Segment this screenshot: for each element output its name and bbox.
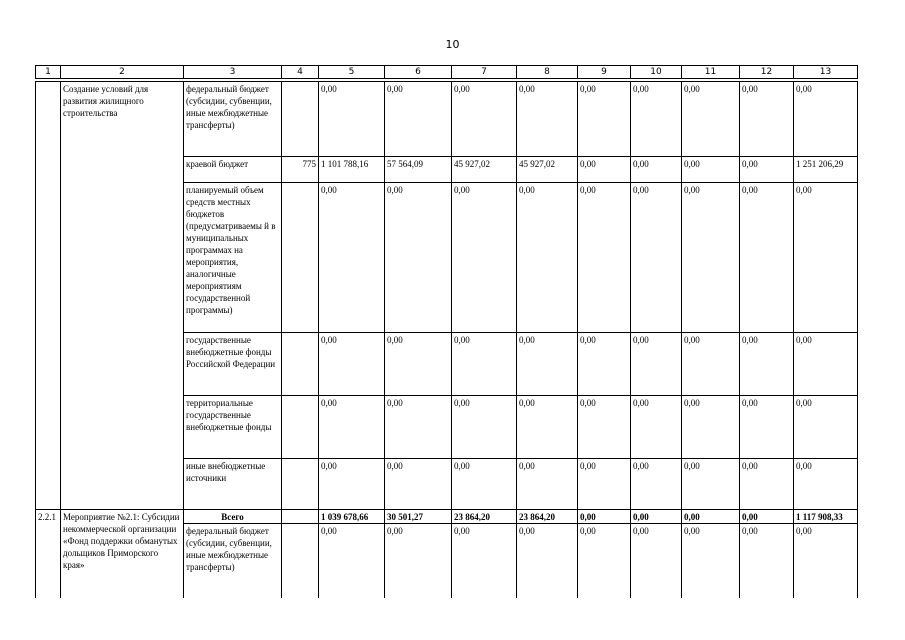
value-cell: 0,00 xyxy=(517,183,578,333)
value-cell: 0,00 xyxy=(452,396,517,459)
value-cell: 0,00 xyxy=(794,524,858,598)
value-cell: 0,00 xyxy=(452,82,517,157)
column-number-row xyxy=(36,66,858,79)
table-row xyxy=(36,510,858,524)
header-cell: 2 xyxy=(61,66,184,79)
code-cell xyxy=(282,333,319,396)
total-value-cell: 23 864,20 xyxy=(452,510,517,524)
value-cell: 57 564,09 xyxy=(385,157,452,183)
funding-source: планируемый объем средств местных бюджетов (предусматриваемы й в муниципальных программах на мероприятия, аналогичные мероприятиям государственной программы) xyxy=(184,183,282,333)
value-cell: 0,00 xyxy=(682,82,740,157)
value-cell: 0,00 xyxy=(740,396,794,459)
value-cell: 0,00 xyxy=(682,157,740,183)
code-cell xyxy=(282,459,319,510)
value-cell: 0,00 xyxy=(578,183,631,333)
value-cell: 0,00 xyxy=(319,396,385,459)
funding-source: федеральный бюджет (субсидии, субвенции, иные межбюджетные трансферты) xyxy=(184,82,282,157)
value-cell: 0,00 xyxy=(385,524,452,598)
funding-source: федеральный бюджет (субсидии, субвенции, иные межбюджетные трансферты) xyxy=(184,524,282,598)
value-cell: 0,00 xyxy=(452,183,517,333)
total-value-cell: 1 039 678,66 xyxy=(319,510,385,524)
header-cell: 4 xyxy=(282,66,319,79)
value-cell: 0,00 xyxy=(682,459,740,510)
budget-table xyxy=(35,65,858,598)
value-cell: 0,00 xyxy=(385,396,452,459)
value-cell: 0,00 xyxy=(517,82,578,157)
funding-source: государственные внебюджетные фонды Российской Федерации xyxy=(184,333,282,396)
header-cell: 7 xyxy=(452,66,517,79)
value-cell: 0,00 xyxy=(682,333,740,396)
value-cell: 0,00 xyxy=(740,333,794,396)
header-cell: 13 xyxy=(794,66,858,79)
total-value-cell: 0,00 xyxy=(682,510,740,524)
value-cell: 0,00 xyxy=(740,82,794,157)
value-cell: 0,00 xyxy=(385,183,452,333)
value-cell: 0,00 xyxy=(740,459,794,510)
total-value-cell: 1 117 908,33 xyxy=(794,510,858,524)
table-row xyxy=(36,82,858,157)
value-cell: 0,00 xyxy=(319,333,385,396)
header-cell: 10 xyxy=(631,66,682,79)
value-cell: 0,00 xyxy=(631,183,682,333)
value-cell: 0,00 xyxy=(740,183,794,333)
value-cell: 0,00 xyxy=(517,524,578,598)
value-cell: 0,00 xyxy=(452,333,517,396)
row-number-cell: 2.2.1 xyxy=(36,510,61,598)
page-number: 10 xyxy=(445,38,460,51)
value-cell: 0,00 xyxy=(517,333,578,396)
value-cell: 0,00 xyxy=(578,396,631,459)
total-value-cell: 0,00 xyxy=(740,510,794,524)
value-cell: 45 927,02 xyxy=(517,157,578,183)
code-cell: 775 xyxy=(282,157,319,183)
measure-title: Создание условий для развития жилищного строительства xyxy=(61,82,184,510)
value-cell: 0,00 xyxy=(794,396,858,459)
header-cell: 3 xyxy=(184,66,282,79)
row-number-cell xyxy=(36,82,61,510)
header-cell: 8 xyxy=(517,66,578,79)
value-cell: 0,00 xyxy=(631,459,682,510)
header-cell: 9 xyxy=(578,66,631,79)
value-cell: 0,00 xyxy=(319,183,385,333)
measure-title: Мероприятие №2.1: Субсидии некоммерческой организации «Фонд поддержки обманутых дольщиков Приморского края» xyxy=(61,510,184,598)
value-cell: 0,00 xyxy=(740,157,794,183)
code-cell xyxy=(282,82,319,157)
value-cell: 0,00 xyxy=(682,524,740,598)
value-cell: 0,00 xyxy=(631,333,682,396)
header-cell: 11 xyxy=(682,66,740,79)
funding-source: территориальные государственные внебюджетные фонды xyxy=(184,396,282,459)
value-cell: 0,00 xyxy=(631,157,682,183)
code-cell xyxy=(282,396,319,459)
value-cell: 0,00 xyxy=(385,333,452,396)
value-cell: 0,00 xyxy=(452,524,517,598)
total-value-cell: 0,00 xyxy=(631,510,682,524)
funding-source: иные внебюджетные источники xyxy=(184,459,282,510)
value-cell: 0,00 xyxy=(578,82,631,157)
value-cell: 0,00 xyxy=(794,459,858,510)
value-cell: 0,00 xyxy=(452,459,517,510)
code-cell xyxy=(282,510,319,524)
value-cell: 0,00 xyxy=(517,459,578,510)
value-cell: 45 927,02 xyxy=(452,157,517,183)
total-value-cell: 23 864,20 xyxy=(517,510,578,524)
value-cell: 0,00 xyxy=(578,333,631,396)
value-cell: 0,00 xyxy=(794,183,858,333)
value-cell: 1 251 206,29 xyxy=(794,157,858,183)
funding-source-total: Всего xyxy=(184,510,282,524)
value-cell: 0,00 xyxy=(794,333,858,396)
value-cell: 0,00 xyxy=(319,82,385,157)
value-cell: 0,00 xyxy=(682,396,740,459)
header-cell: 6 xyxy=(385,66,452,79)
value-cell: 0,00 xyxy=(385,459,452,510)
value-cell: 0,00 xyxy=(578,157,631,183)
value-cell: 0,00 xyxy=(631,396,682,459)
value-cell: 0,00 xyxy=(578,524,631,598)
value-cell: 0,00 xyxy=(631,82,682,157)
value-cell: 0,00 xyxy=(578,459,631,510)
code-cell xyxy=(282,524,319,598)
value-cell: 0,00 xyxy=(517,396,578,459)
value-cell: 0,00 xyxy=(385,82,452,157)
value-cell: 0,00 xyxy=(682,183,740,333)
header-cell: 5 xyxy=(319,66,385,79)
value-cell: 0,00 xyxy=(794,82,858,157)
value-cell: 1 101 788,16 xyxy=(319,157,385,183)
funding-source: краевой бюджет xyxy=(184,157,282,183)
value-cell: 0,00 xyxy=(319,459,385,510)
header-cell: 12 xyxy=(740,66,794,79)
total-value-cell: 0,00 xyxy=(578,510,631,524)
code-cell xyxy=(282,183,319,333)
value-cell: 0,00 xyxy=(631,524,682,598)
total-value-cell: 30 501,27 xyxy=(385,510,452,524)
header-cell: 1 xyxy=(36,66,61,79)
value-cell: 0,00 xyxy=(319,524,385,598)
value-cell: 0,00 xyxy=(740,524,794,598)
